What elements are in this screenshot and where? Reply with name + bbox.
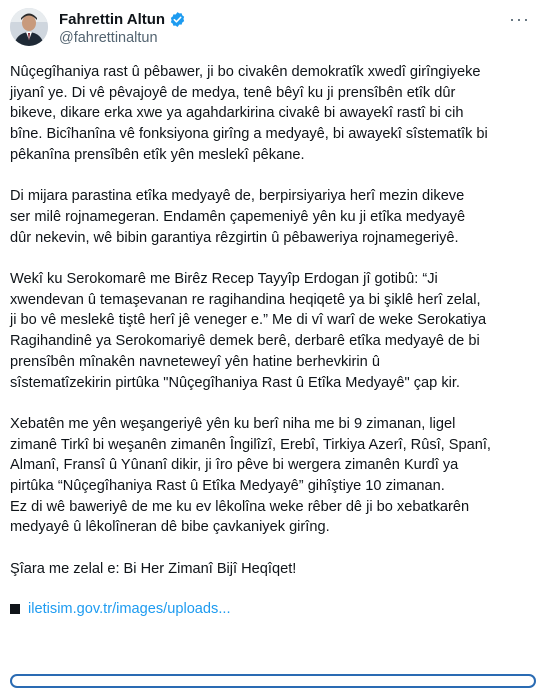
link-square-icon [10,604,20,614]
author-handle[interactable]: @fahrettinaltun [59,30,158,46]
avatar-portrait-icon [10,8,48,46]
tweet-header [10,8,536,52]
tweet-paragraph-5: Şîara me zelal e: Bi Her Zimanî Bijî Heqîqet! [10,560,297,577]
avatar[interactable] [10,8,48,46]
author-display-name[interactable]: Fahrettin Altun [59,10,166,28]
tweet-body [10,62,538,617]
tweet-paragraph-2: Di mijara parastina etîka medyayê de, berpirsiyariya herî mezin dikeve ser milê rojnamegeran. Endamên çapemeniyê yên ku ji etîka medyayê dûr nekevin, wê bibin garantiya rêzgirtin û pêbaweriya rojnamegeriyê. [10,188,466,246]
more-options-icon[interactable]: ··· [509,9,530,29]
link-card-edge[interactable] [10,674,536,688]
tweet-link-row [10,601,538,617]
tweet-paragraph-1: Nûçegîhaniya rast û pêbawer, ji bo civakên demokratîk xwedî girîngiyeke jiyanî ye. Di vê pêvajoyê de medya, tenê bêyî ku ji prensîbên etîk dûr bikeve, dikare erka xwe ya agahdarkirina civakê bi awayekî rastî bi cih bîne. Bicîhanîna vê fonksiyona girîng a medyayê, bi awayekî sîstematîk bi pêkanîna prensîbên etîk yên meslekî pêkane. [10,64,488,163]
author-names [59,9,186,46]
tweet-paragraph-4: Xebatên me yên weşangeriyê yên ku berî niha me bi 9 zimanan, ligel zimanê Tirkî bi weşanên zimanên Îngilîzî, Erebî, Tirkiya Azerî, Rûsî, Spanî, Almanî, Fransî û Yûnanî dikir, ji îro pêve bi wergera zimanên Kurdî ya pirtûka “Nûçegîhaniya Rast û Etîka Medyayê” gihîştiye 10 zimanan. Ez di wê baweriyê de me ku ev lêkolîna weke rêber dê ji bo xebatkarên medyayê û lêkolîneran dê bibe çavkaniyek girîng. [10,415,491,536]
tweet-link[interactable]: iletisim.gov.tr/images/uploads... [28,600,231,617]
verified-badge-icon [169,11,186,28]
tweet-paragraph-3: Wekî ku Serokomarê me Birêz Recep Tayyîp Erdogan jî gotibû: “Ji xwendevan û temaşevanan re ragihandina heqiqetê ya bi şiklê herî zelal, ji bo vê meslekê tiştê herî jê veneger e.” Me di vî warî de weke Serokatiya Ragihandinê ya Serokomariyê demek berê, derbarê etîka medyayê de bi prensîbên mînakên navneteweyî yên hatine berhevkirin û sîstematîzekirin pirtûka "Nûçegîhaniya Rast û Etîka Medyayê" çap kir. [10,271,487,391]
